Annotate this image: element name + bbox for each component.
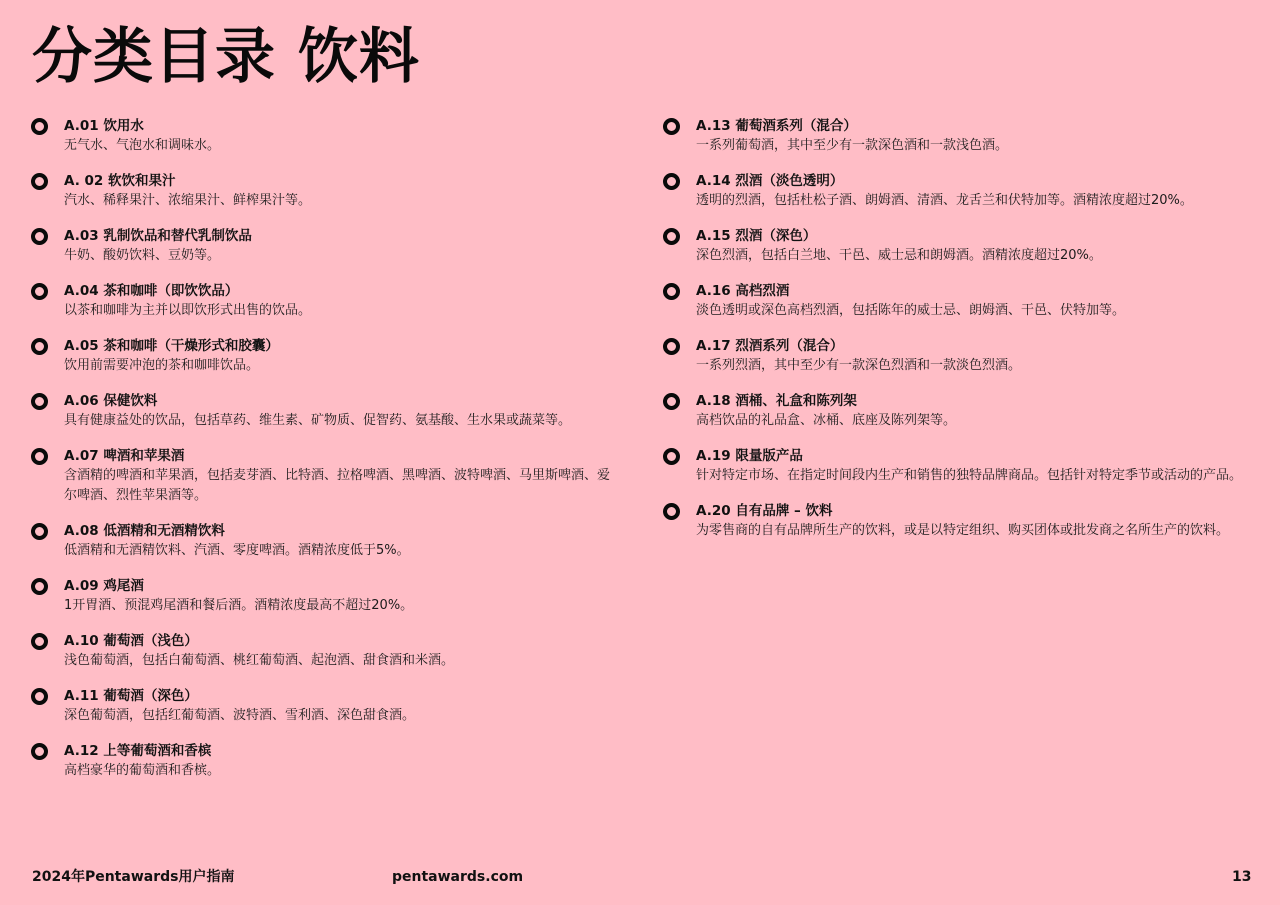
category-entry bbox=[30, 116, 615, 156]
page-title: 分类目录 饮料 bbox=[32, 22, 420, 92]
category-description: 淡色透明或深色高档烈酒，包括陈年的威士忌、朗姆酒、干邑、伏特加等。 bbox=[696, 303, 1126, 318]
category-description: 高档饮品的礼品盒、冰桶、底座及陈列架等。 bbox=[696, 413, 957, 428]
category-entry bbox=[30, 521, 615, 561]
category-list-left bbox=[30, 116, 615, 796]
page-number: 13 bbox=[1232, 869, 1252, 885]
category-entry bbox=[30, 171, 615, 211]
category-list-right bbox=[662, 116, 1252, 556]
ring-bullet-icon bbox=[663, 173, 680, 190]
category-title: A.09 鸡尾酒 bbox=[64, 578, 144, 594]
ring-bullet-icon bbox=[31, 578, 48, 595]
ring-bullet-icon bbox=[663, 448, 680, 465]
category-title: A.15 烈酒（深色） bbox=[696, 228, 817, 244]
category-entry bbox=[662, 116, 1252, 156]
ring-bullet-icon bbox=[31, 743, 48, 760]
category-description: 透明的烈酒，包括杜松子酒、朗姆酒、清酒、龙舌兰和伏特加等。酒精浓度超过20%。 bbox=[696, 193, 1193, 208]
category-description: 汽水、稀释果汁、浓缩果汁、鲜榨果汁等。 bbox=[64, 193, 312, 208]
ring-bullet-icon bbox=[663, 118, 680, 135]
category-title: A. 02 软饮和果汁 bbox=[64, 173, 176, 189]
category-entry bbox=[662, 171, 1252, 211]
category-description: 为零售商的自有品牌所生产的饮料，或是以特定组织、购买团体或批发商之名所生产的饮料。 bbox=[696, 523, 1230, 538]
category-title: A.06 保健饮料 bbox=[64, 393, 158, 409]
ring-bullet-icon bbox=[663, 503, 680, 520]
category-entry bbox=[662, 391, 1252, 431]
ring-bullet-icon bbox=[663, 393, 680, 410]
ring-bullet-icon bbox=[31, 633, 48, 650]
category-description: 针对特定市场、在指定时间段内生产和销售的独特品牌商品。包括针对特定季节或活动的产品。 bbox=[696, 468, 1243, 483]
category-description: 浅色葡萄酒，包括白葡萄酒、桃红葡萄酒、起泡酒、甜食酒和米酒。 bbox=[64, 653, 455, 668]
ring-bullet-icon bbox=[663, 283, 680, 300]
category-description: 以茶和咖啡为主并以即饮形式出售的饮品。 bbox=[64, 303, 312, 318]
category-title: A.19 限量版产品 bbox=[696, 448, 803, 464]
category-entry bbox=[30, 281, 615, 321]
ring-bullet-icon bbox=[31, 338, 48, 355]
category-description: 深色烈酒，包括白兰地、干邑、威士忌和朗姆酒。酒精浓度超过20%。 bbox=[696, 248, 1102, 263]
category-description: 一系列葡萄酒，其中至少有一款深色酒和一款浅色酒。 bbox=[696, 138, 1009, 153]
ring-bullet-icon bbox=[31, 283, 48, 300]
category-title: A.11 葡萄酒（深色） bbox=[64, 688, 198, 704]
category-entry bbox=[30, 391, 615, 431]
ring-bullet-icon bbox=[31, 173, 48, 190]
category-title: A.18 酒桶、礼盒和陈列架 bbox=[696, 393, 857, 409]
ring-bullet-icon bbox=[663, 228, 680, 245]
footer-website: pentawards.com bbox=[392, 869, 524, 885]
category-description: 1开胃酒、预混鸡尾酒和餐后酒。酒精浓度最高不超过20%。 bbox=[64, 598, 414, 613]
category-title: A.04 茶和咖啡（即饮饮品） bbox=[64, 283, 239, 299]
category-entry bbox=[30, 576, 615, 616]
category-entry bbox=[662, 501, 1252, 541]
category-title: A.17 烈酒系列（混合） bbox=[696, 338, 844, 354]
category-title: A.10 葡萄酒（浅色） bbox=[64, 633, 198, 649]
category-title: A.01 饮用水 bbox=[64, 118, 144, 134]
category-title: A.07 啤酒和苹果酒 bbox=[64, 448, 185, 464]
category-entry bbox=[662, 226, 1252, 266]
ring-bullet-icon bbox=[31, 393, 48, 410]
category-title: A.03 乳制饮品和替代乳制饮品 bbox=[64, 228, 252, 244]
category-description: 无气水、气泡水和调味水。 bbox=[64, 138, 221, 153]
category-description: 含酒精的啤酒和苹果酒，包括麦芽酒、比特酒、拉格啤酒、黑啤酒、波特啤酒、马里斯啤酒、爱尔啤酒、烈性苹果酒等。 bbox=[64, 468, 611, 503]
category-title: A.14 烈酒（淡色透明） bbox=[696, 173, 844, 189]
category-title: A.20 自有品牌 – 饮料 bbox=[696, 503, 833, 519]
category-entry bbox=[30, 446, 615, 506]
category-entry bbox=[30, 631, 615, 671]
ring-bullet-icon bbox=[31, 688, 48, 705]
category-title: A.16 高档烈酒 bbox=[696, 283, 790, 299]
category-title: A.12 上等葡萄酒和香槟 bbox=[64, 743, 212, 759]
category-entry bbox=[662, 446, 1252, 486]
category-entry bbox=[30, 336, 615, 376]
category-description: 低酒精和无酒精饮料、汽酒、零度啤酒。酒精浓度低于5%。 bbox=[64, 543, 410, 558]
category-description: 牛奶、酸奶饮料、豆奶等。 bbox=[64, 248, 221, 263]
category-title: A.13 葡萄酒系列（混合） bbox=[696, 118, 857, 134]
ring-bullet-icon bbox=[31, 228, 48, 245]
category-entry bbox=[30, 686, 615, 726]
category-description: 高档豪华的葡萄酒和香槟。 bbox=[64, 763, 221, 778]
category-description: 具有健康益处的饮品，包括草药、维生素、矿物质、促智药、氨基酸、生水果或蔬菜等。 bbox=[64, 413, 572, 428]
category-entry bbox=[30, 741, 615, 781]
ring-bullet-icon bbox=[663, 338, 680, 355]
category-description: 一系列烈酒，其中至少有一款深色烈酒和一款淡色烈酒。 bbox=[696, 358, 1022, 373]
category-entry bbox=[30, 226, 615, 266]
footer-guide-title: 2024年Pentawards用户指南 bbox=[32, 869, 235, 885]
category-title: A.05 茶和咖啡（干燥形式和胶囊） bbox=[64, 338, 279, 354]
ring-bullet-icon bbox=[31, 448, 48, 465]
category-entry bbox=[662, 281, 1252, 321]
category-entry bbox=[662, 336, 1252, 376]
ring-bullet-icon bbox=[31, 118, 48, 135]
category-description: 饮用前需要冲泡的茶和咖啡饮品。 bbox=[64, 358, 260, 373]
ring-bullet-icon bbox=[31, 523, 48, 540]
category-title: A.08 低酒精和无酒精饮料 bbox=[64, 523, 225, 539]
category-description: 深色葡萄酒，包括红葡萄酒、波特酒、雪利酒、深色甜食酒。 bbox=[64, 708, 416, 723]
